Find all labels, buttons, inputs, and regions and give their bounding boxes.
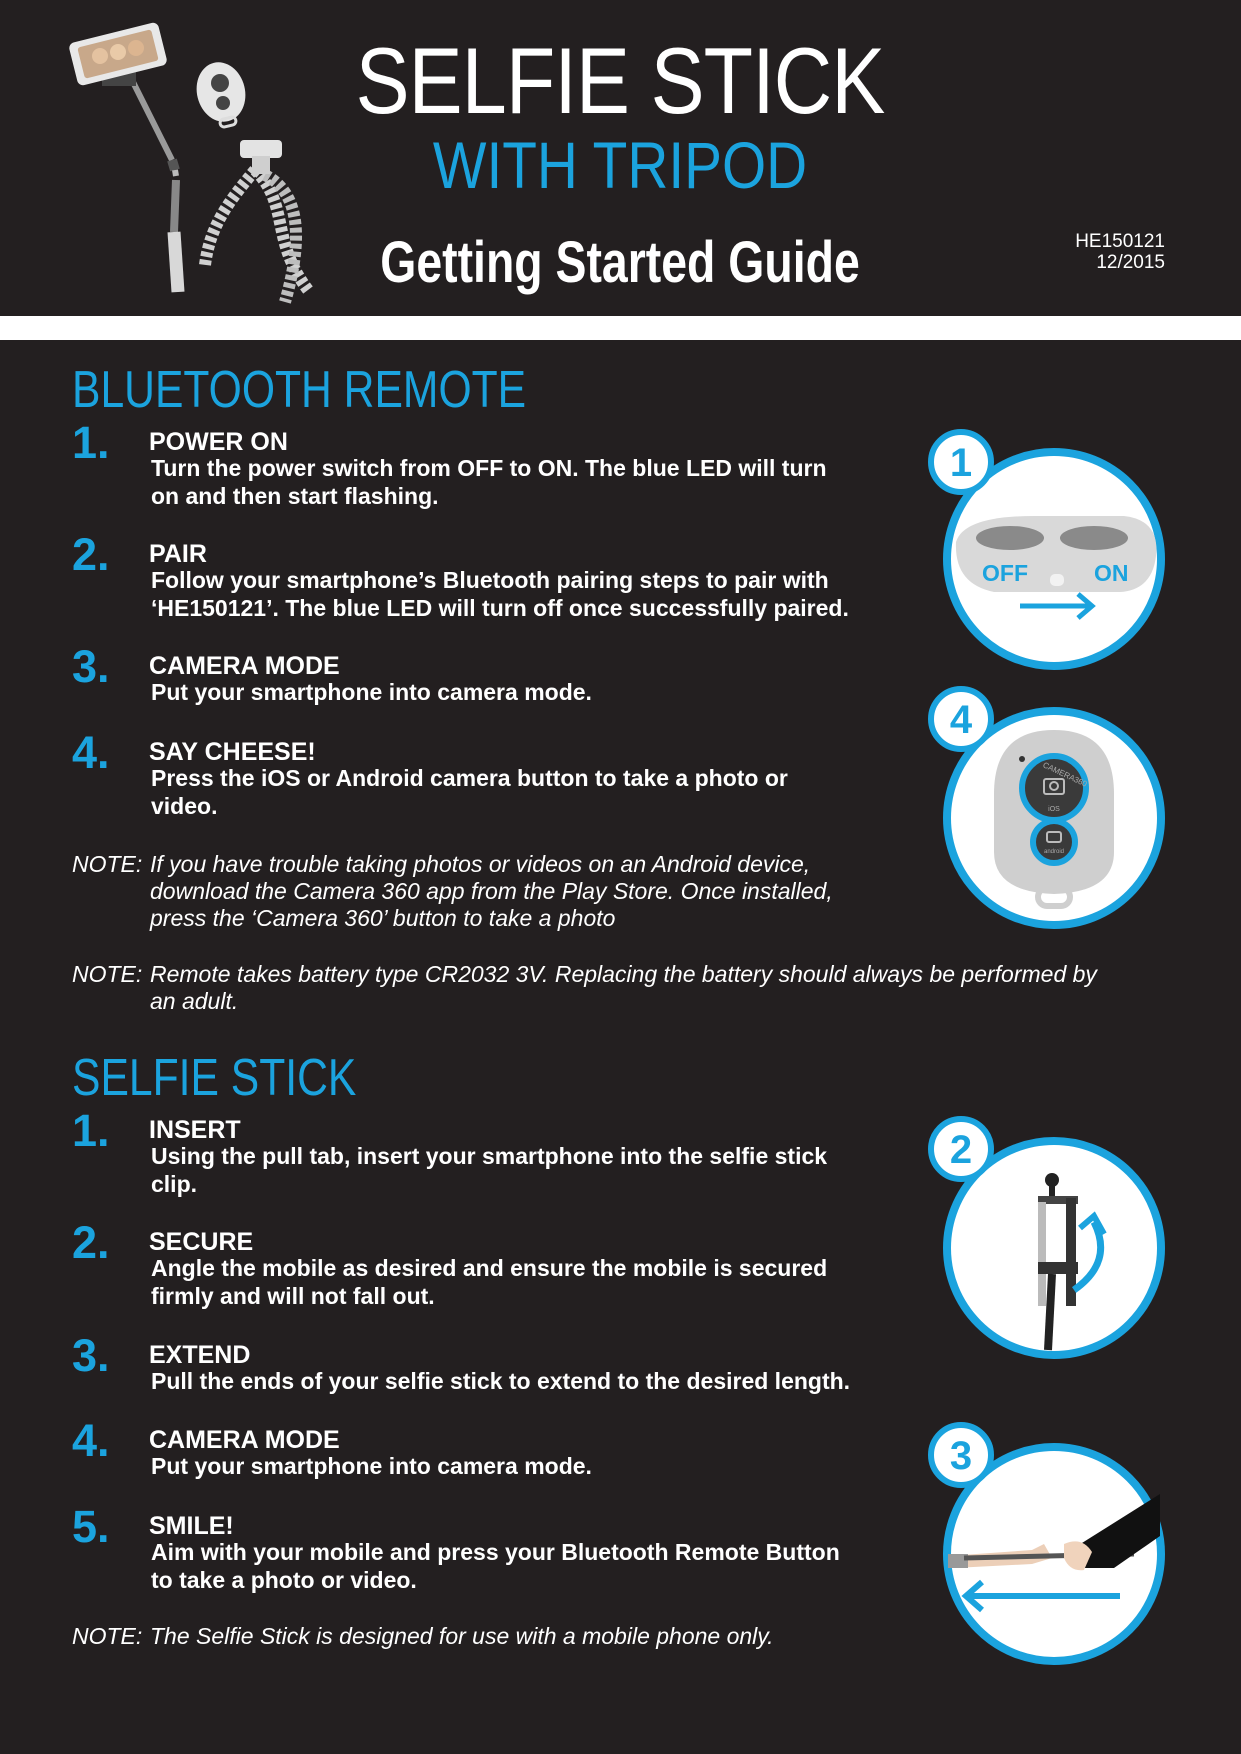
step-heading: POWER ON (149, 428, 288, 456)
step-heading: SAY CHEESE! (149, 738, 316, 766)
figure-badge-number: 4 (949, 698, 973, 742)
step-number: 5. (72, 1501, 110, 1552)
tripod-image (205, 140, 308, 302)
step-number: 4. (72, 1415, 110, 1466)
title-main: SELFIE STICK (355, 28, 885, 133)
step-text: Angle the mobile as desired and ensure the mobile is secured firmly and will not fall out. (151, 1255, 828, 1309)
note-label: NOTE: (72, 1623, 143, 1649)
figure-3-extend (924, 1418, 1170, 1668)
step-heading: CAMERA MODE (149, 652, 340, 680)
step-number: 3. (72, 641, 110, 692)
step-heading: CAMERA MODE (149, 1426, 340, 1454)
step-heading: EXTEND (149, 1341, 251, 1369)
android-label: android (1043, 849, 1065, 855)
selfie-stick-image (68, 22, 178, 292)
camera360-label: CAMERA360 (1041, 760, 1089, 789)
figure-badge-number: 1 (949, 441, 973, 485)
remote-front-image (994, 730, 1114, 906)
section-title-selfie-stick: SELFIE STICK (72, 1049, 357, 1107)
step-number: 1. (72, 1105, 110, 1156)
header-banner (0, 0, 1241, 316)
step-text: Put your smartphone into camera mode. (151, 1453, 592, 1479)
document-meta (1075, 231, 1165, 273)
step-heading: PAIR (149, 540, 207, 568)
step-number: 2. (72, 529, 110, 580)
step-text: Press the iOS or Android camera button to take a photo or video. (151, 765, 788, 819)
figure-badge-number: 2 (949, 1128, 973, 1172)
note-label: NOTE: (72, 851, 143, 877)
title-guide: Getting Started Guide (380, 230, 860, 295)
section-title-bluetooth: BLUETOOTH REMOTE (72, 361, 527, 419)
off-label: OFF (982, 560, 1028, 586)
step-text: Aim with your mobile and press your Bluetooth Remote Button to take a photo or video. (151, 1539, 840, 1593)
step-text: Follow your smartphone’s Bluetooth pairing steps to pair with ‘HE150121’. The blue LED will turn off once successfully paired. (151, 567, 849, 621)
document-date: 12/2015 (1096, 252, 1165, 273)
step-number: 4. (72, 727, 110, 778)
divider-band (0, 316, 1241, 340)
step-text: Pull the ends of your selfie stick to extend to the desired length. (151, 1368, 851, 1394)
step-heading: SMILE! (149, 1512, 234, 1540)
step-number: 2. (72, 1217, 110, 1268)
ios-label: iOS (1048, 806, 1060, 813)
product-illustration (60, 10, 340, 320)
note-text: The Selfie Stick is designed for use with a mobile phone only. (150, 1623, 774, 1649)
remote-image (190, 57, 251, 128)
figure-1-power-switch (924, 424, 1170, 674)
step-text: Using the pull tab, insert your smartphone into the selfie stick clip. (151, 1143, 828, 1197)
step-number: 1. (72, 417, 110, 468)
note-label: NOTE: (72, 961, 143, 987)
figure-2-clip-rotate (924, 1112, 1170, 1362)
note-text: If you have trouble taking photos or videos on an Android device, download the Camera 360 app from the Play Store. Once installed, press the ‘Camera 360’ button to take a photo (150, 851, 833, 931)
step-heading: INSERT (149, 1116, 241, 1144)
step-heading: SECURE (149, 1228, 254, 1256)
note-text: Remote takes battery type CR2032 3V. Replacing the battery should always be performed by an adult. (150, 961, 1097, 1014)
step-text: Put your smartphone into camera mode. (151, 679, 592, 705)
model-number: HE150121 (1075, 231, 1165, 252)
step-text: Turn the power switch from OFF to ON. The blue LED will turn on and then start flashing. (151, 455, 827, 509)
title-subtitle: WITH TRIPOD (432, 128, 808, 202)
step-number: 3. (72, 1330, 110, 1381)
on-label: ON (1094, 560, 1129, 586)
figure-4-remote-buttons (924, 682, 1170, 932)
figure-badge-number: 3 (949, 1434, 973, 1478)
